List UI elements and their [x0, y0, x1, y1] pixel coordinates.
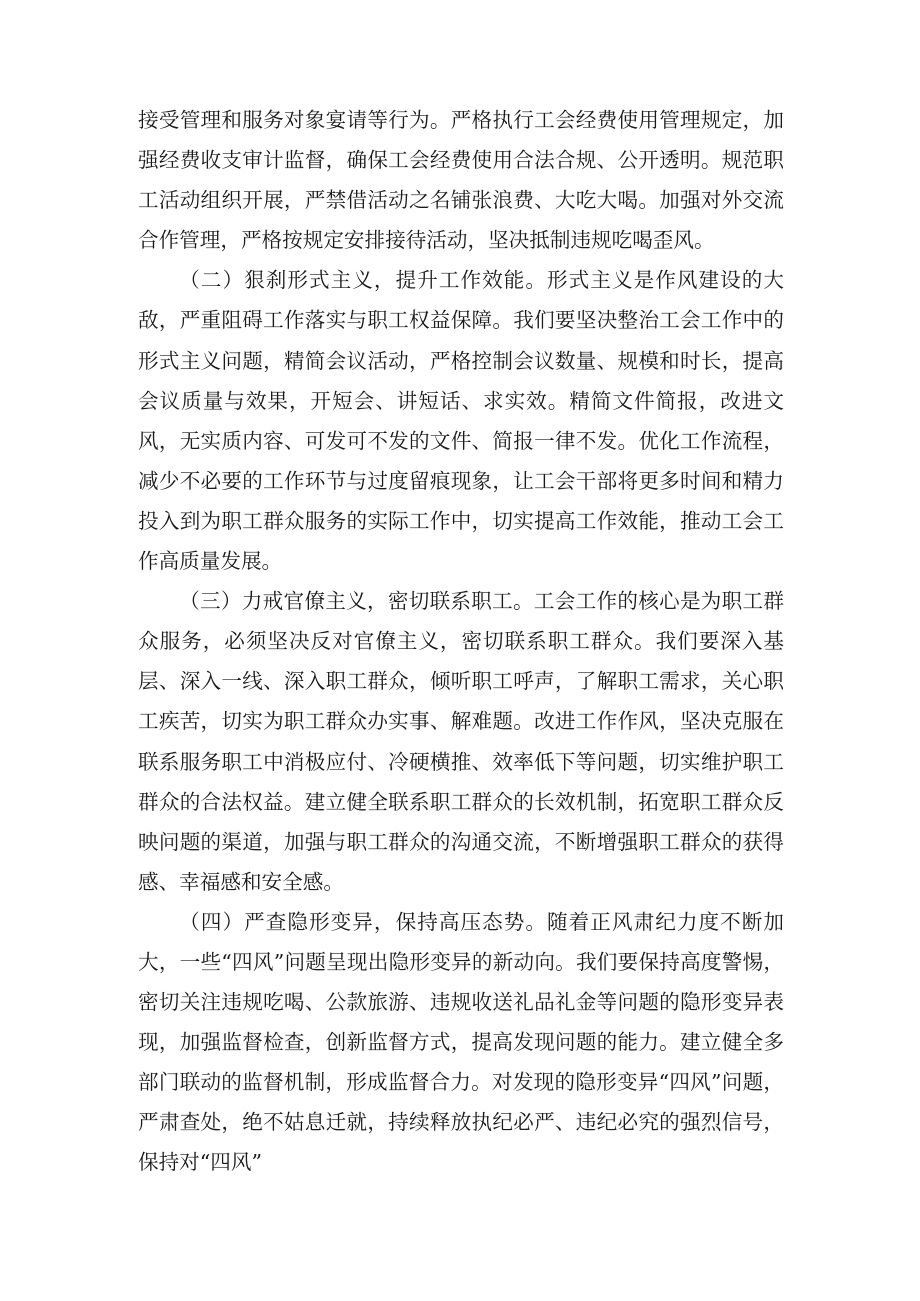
paragraph-section-2: （二）狠刹形式主义，提升工作效能。形式主义是作风建设的大敌，严重阻碍工作落实与职工权益保障。我们要坚决整治工会工作中的形式主义问题，精简会议活动，严格控制会议数量、规模和时长，提高会议质量与效果，开短会、讲短话、求实效。精简文件简报，改进文风，无实质内容、可发可不发的文件、简报一律不发。优化工作流程，减少不必要的工作环节与过度留痕现象，让工会干部将更多时间和精力投入到为职工群众服务的实际工作中，切实提高工作效能，推动工会工作高质量发展。 [138, 268, 784, 574]
paragraph-continuation: 接受管理和服务对象宴请等行为。严格执行工会经费使用管理规定，加强经费收支审计监督，确保工会经费使用合法合规、公开透明。规范职工活动组织开展，严禁借活动之名铺张浪费、大吃大喝。加强对外交流合作管理，严格按规定安排接待活动，坚决抵制违规吃喝歪风。 [138, 108, 784, 253]
paragraph-section-3: （三）力戒官僚主义，密切联系职工。工会工作的核心是为职工群众服务，必须坚决反对官僚主义，密切联系职工群众。我们要深入基层、深入一线、深入职工群众，倾听职工呼声，了解职工需求，关心职工疾苦，切实为职工群众办实事、解难题。改进工作作风，坚决克服在联系服务职工中消极应付、冷硬横推、效率低下等问题，切实维护职工群众的合法权益。建立健全联系职工群众的长效机制，拓宽职工群众反映问题的渠道，加强与职工群众的沟通交流，不断增强职工群众的获得感、幸福感和安全感。 [138, 589, 784, 894]
document-body [138, 100, 784, 1183]
paragraph-section-4: （四）严查隐形变异，保持高压态势。随着正风肃纪力度不断加大，一些“四风”问题呈现出隐形变异的新动向。我们要保持高度警惕，密切关注违规吃喝、公款旅游、违规收送礼品礼金等问题的隐形变异表现，加强监督检查，创新监督方式，提高发现问题的能力。建立健全多部门联动的监督机制，形成监督合力。对发现的隐形变异“四风”问题，严肃查处，绝不姑息迁就，持续释放执纪必严、违纪必究的强烈信号，保持对“四风” [138, 909, 784, 1175]
